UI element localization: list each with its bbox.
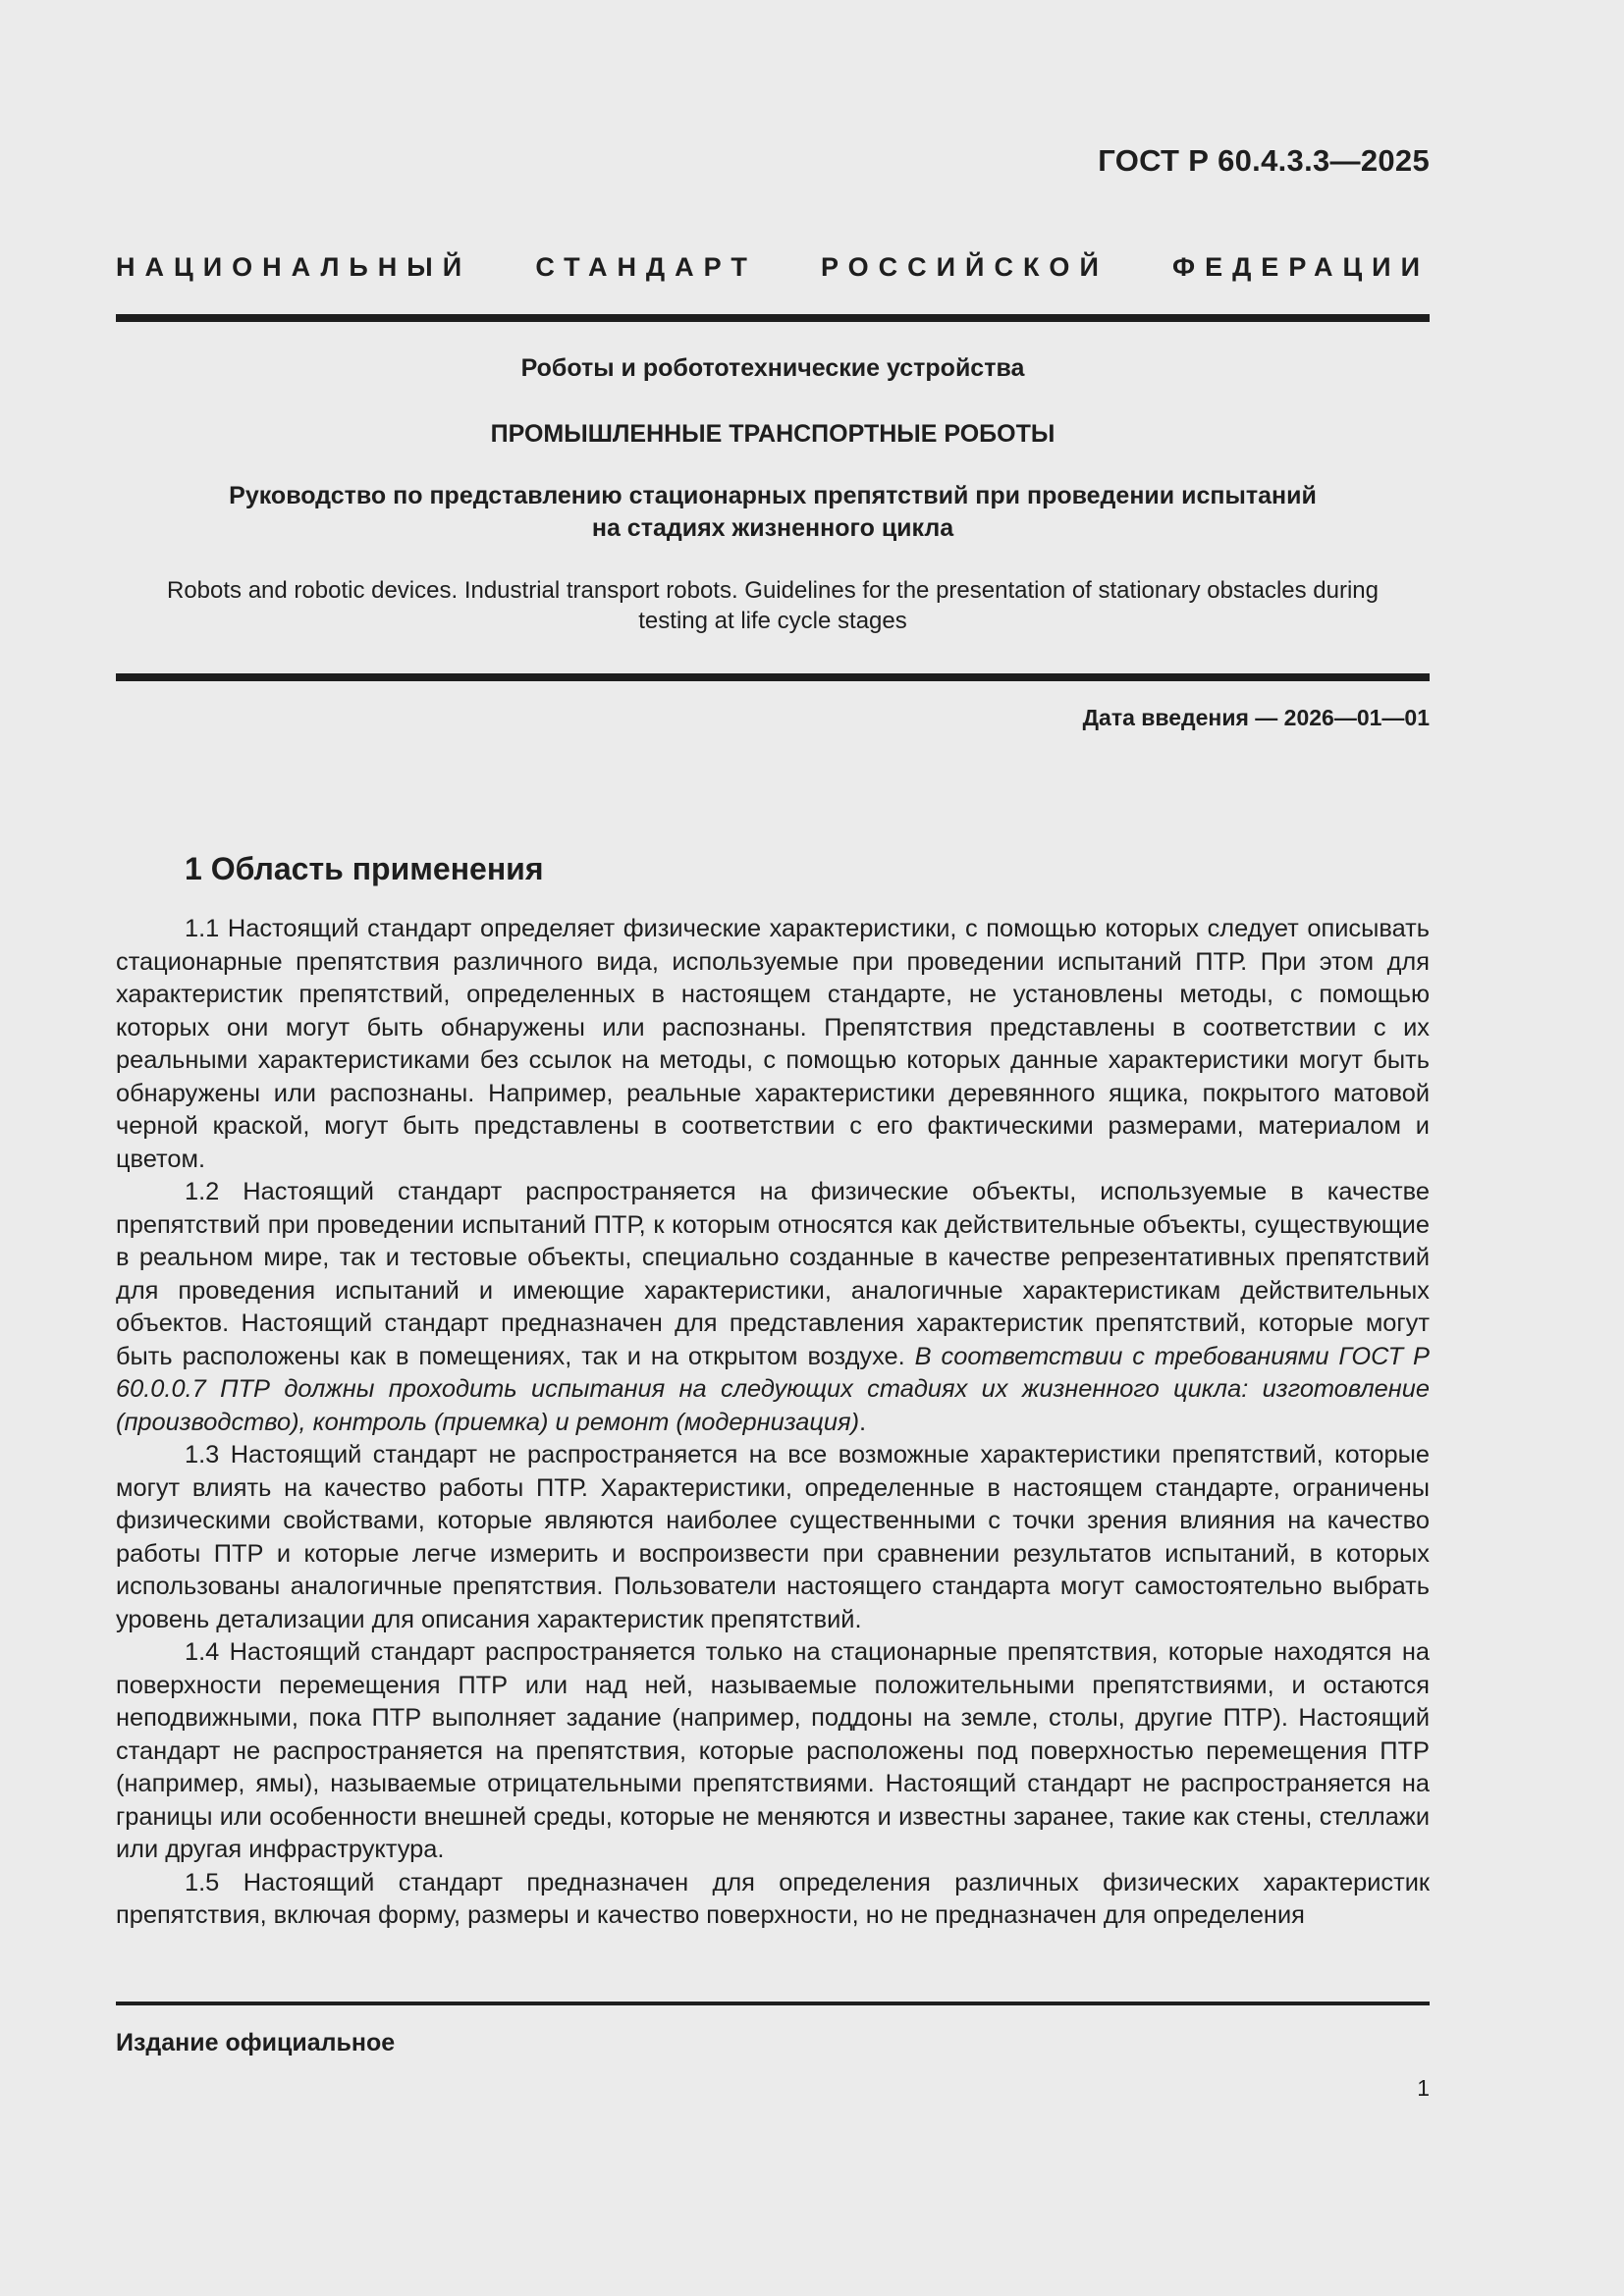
- national-standard-banner: НАЦИОНАЛЬНЫЙ СТАНДАРТ РОССИЙСКОЙ ФЕДЕРАЦИИ: [116, 252, 1430, 282]
- paragraph-1-2-text: 1.2 Настоящий стандарт распространяется на физические объекты, используемые в качестве препятствий при проведении испытаний ПТР, к которым относятся как действительные объекты, существующие в реальном мире, так и тестовые объекты, специально созданные в качестве репрезентативных препятствий для проведения испытаний и имеющие характеристики, аналогичные характеристикам действительных объектов. Настоящий стандарт предназначен для представления характеристик препятствий, которые могут быть расположены как в помещениях, так и на открытом воздухе.: [116, 1178, 1430, 1370]
- paragraph-1-4: 1.4 Настоящий стандарт распространяется только на стационарные препятствия, которые находятся на поверхности перемещения ПТР или над ней, называемые положительными препятствиями, и остаются неподвижными, пока ПТР выполняет задание (например, поддоны на земле, столы, другие ПТР). Настоящий стандарт не распространяется на препятствия, которые расположены под поверхностью перемещения ПТР (например, ямы), называемые отрицательными препятствиями. Настоящий стандарт не распространяется на границы или особенности внешней среды, которые не меняются и известны заранее, такие как стены, стеллажи или другая инфраструктура.: [116, 1638, 1430, 1863]
- english-title: [116, 575, 1430, 636]
- english-title-line-1: Robots and robotic devices. Industrial transport robots. Guidelines for the presentation of stationary obstacles during: [166, 577, 1380, 604]
- introduction-date: Дата введения — 2026—01—01: [1082, 705, 1430, 730]
- main-title: ПРОМЫШЛЕННЫЕ ТРАНСПОРТНЫЕ РОБОТЫ: [490, 420, 1056, 448]
- document-code: ГОСТ Р 60.4.3.3—2025: [1098, 143, 1430, 178]
- title-bottom-rule: [116, 673, 1430, 681]
- subtitle-line-1: Руководство по представлению стационарных препятствий при проведении испытаний: [229, 482, 1317, 509]
- subtitle: [116, 480, 1430, 545]
- page-number: 1: [1417, 2075, 1430, 2101]
- paragraph-1-5: 1.5 Настоящий стандарт предназначен для определения различных физических характеристик препятствия, включая форму, размеры и качество поверхности, но не предназначен для определения: [116, 1868, 1430, 1929]
- paragraph-1-3: 1.3 Настоящий стандарт не распространяется на все возможные характеристики препятствий, которые могут влиять на качество работы ПТР. Характеристики, определенные в настоящем стандарте, ограничены физическими свойствами, которые являются наиболее существенными с точки зрения влияния на качество работы ПТР и которые легче измерить и воспроизвести при сравнении результатов испытаний, в которых использованы аналогичные препятствия. Пользователи настоящего стандарта могут самостоятельно выбрать уровень детализации для описания характеристик препятствий.: [116, 1441, 1430, 1633]
- section-body: [116, 913, 1430, 1933]
- official-edition-label: Издание официальное: [116, 2029, 396, 2056]
- english-title-line-2: testing at life cycle stages: [638, 608, 907, 634]
- section-title: 1 Область применения: [185, 851, 544, 886]
- paragraph-1-1: 1.1 Настоящий стандарт определяет физические характеристики, с помощью которых следует описывать стационарные препятствия различного вида, используемые при проведении испытаний ПТР. При этом для характеристик препятствий, определенных в настоящем стандарте, не установлены методы, с помощью которых они могут быть обнаружены или распознаны. Препятствия представлены в соответствии с их реальными характеристиками без ссылок на методы, с помощью которых данные характеристики могут быть обнаружены или распознаны. Например, реальные характеристики деревянного ящика, покрытого матовой черной краской, могут быть представлены в соответствии с его фактическими размерами, материалом и цветом.: [116, 915, 1430, 1173]
- subtitle-line-2: на стадиях жизненного цикла: [591, 514, 954, 542]
- paragraph-1-2-italic: В соответствии с требованиями ГОСТ Р 60.0.0.7 ПТР должны проходить испытания на следующих стадиях их жизненного цикла: изготовление (производство), контроль (приемка) и ремонт (модернизация): [116, 1342, 1430, 1436]
- paragraph-1-2: 1.2 Настоящий стандарт распространяется на физические объекты, используемые в качестве препятствий при проведении испытаний ПТР, к которым относятся как действительные объекты, существующие в реальном мире, так и тестовые объекты, специально созданные в качестве репрезентативных препятствий для проведения испытаний и имеющие характеристики, аналогичные характеристикам действительных объектов. Настоящий стандарт предназначен для представления характеристик препятствий, которые могут быть расположены как в помещениях, так и на открытом воздухе. В соответствии с требованиями ГОСТ Р 60.0.0.7 ПТР должны проходить испытания на следующих стадиях их жизненного цикла: изготовление (производство), контроль (приемка) и ремонт (модернизация).: [116, 1178, 1430, 1436]
- top-rule: [116, 314, 1430, 322]
- footer-rule: [116, 2002, 1430, 2005]
- series-title: Роботы и робототехнические устройства: [520, 354, 1025, 382]
